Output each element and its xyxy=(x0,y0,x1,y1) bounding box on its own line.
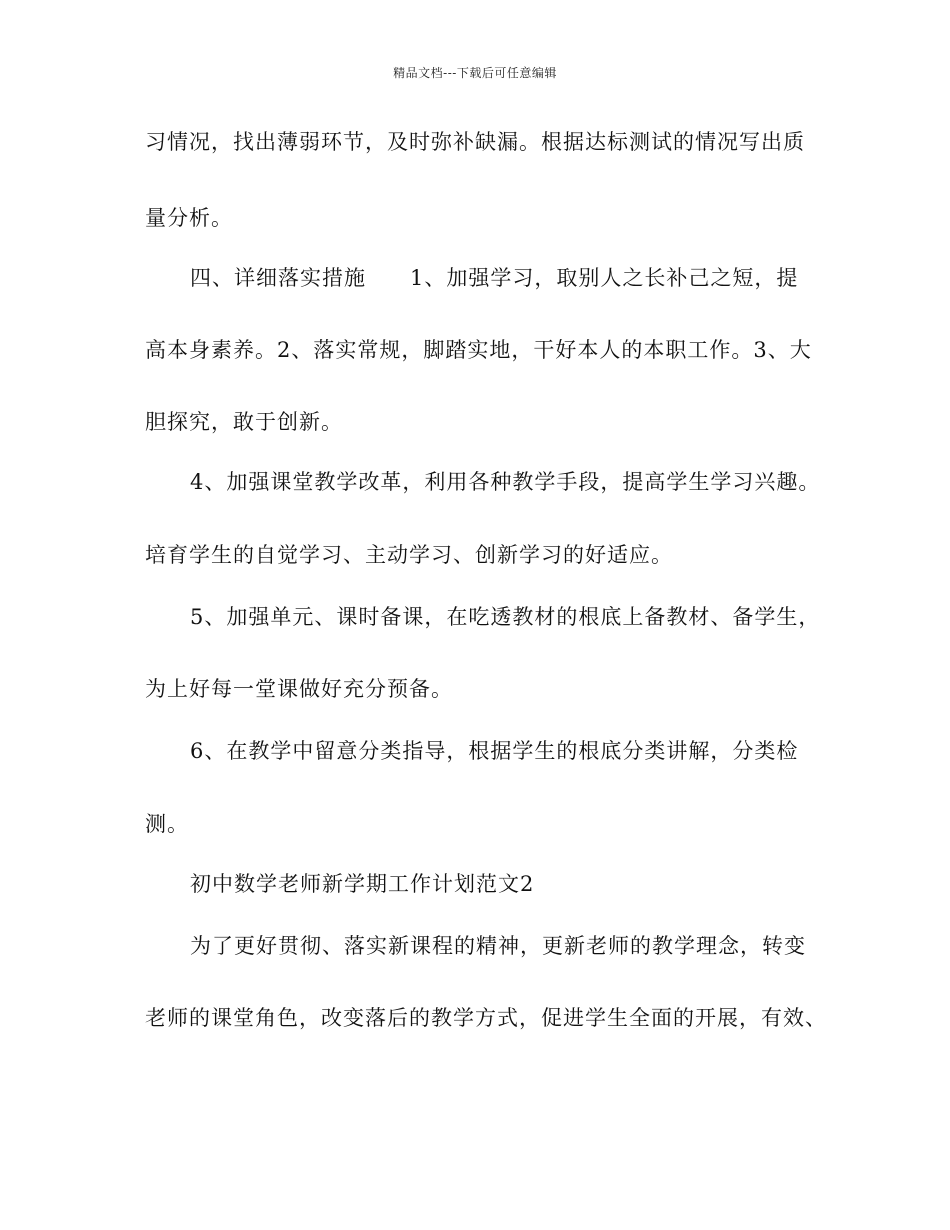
section-heading-line: 四、详细落实措施 1、加强学习，取别人之长补己之短，提 xyxy=(190,266,799,290)
text-line: 为了更好贯彻、落实新课程的精神，更新老师的教学理念，转变 xyxy=(190,934,806,958)
text-line: 测。 xyxy=(145,812,189,836)
text-line: 为上好每一堂课做好充分预备。 xyxy=(145,677,453,701)
text-line: 4、加强课堂教学改革，利用各种教学手段，提高学生学习兴趣。 xyxy=(190,470,821,494)
text-line: 5、加强单元、课时备课，在吃透教材的根底上备教材、备学生， xyxy=(190,605,821,629)
page-header: 精品文档---下载后可任意编辑 xyxy=(393,66,557,80)
text-line: 胆探究，敢于创新。 xyxy=(145,410,343,434)
text-line: 6、在教学中留意分类指导，根据学生的根底分类讲解，分类检 xyxy=(190,739,799,763)
text-line: 高本身素养。2、落实常规，脚踏实地，干好本人的本职工作。3、大 xyxy=(145,338,812,362)
text-line: 老师的课堂角色，改变落后的教学方式，促进学生全面的开展，有效、 xyxy=(145,1006,827,1030)
text-line: 量分析。 xyxy=(145,206,233,230)
text-line: 培育学生的自觉学习、主动学习、创新学习的好适应。 xyxy=(145,543,673,567)
section-title: 初中数学老师新学期工作计划范文2 xyxy=(190,872,535,896)
text-line: 习情况，找出薄弱环节，及时弥补缺漏。根据达标测试的情况写出质 xyxy=(145,130,805,154)
